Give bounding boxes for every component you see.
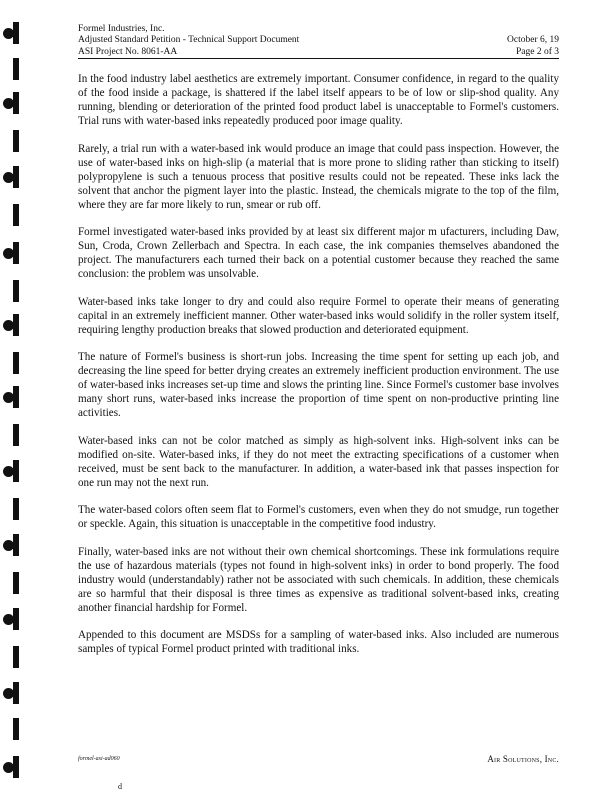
paragraph: The nature of Formel's business is short-run jobs. Increasing the time spent for setting up each job, and decreasing the line speed for better drying creates an extremely inefficient production environment. The use of water-based inks increases set-up time and slows the printing line. Since Formel's customer base involves many short runs, water-based inks increase the proportion of time spent on non-productive printing line activities.	[78, 351, 559, 419]
paragraph: Finally, water-based inks are not without their own chemical shortcomings. These ink formulations require the use of hazardous materials (types not found in high-solvent inks) in order to bond properly. The food industry would (understandably) rather not be associated with such chemicals. In addition, these chemicals are so harmful that their disposal is three times as expensive as traditional solvent-based inks, creating another financial hardship for Formel.	[78, 545, 559, 614]
stray-mark: d	[118, 782, 122, 791]
binder-bar	[13, 280, 19, 302]
binder-bar	[13, 242, 19, 264]
paragraph: Rarely, a trial run with a water-based ink would produce an image that could pass inspection. However, the use of water-based inks on high-slip (a material that is more prone to sliding rather than sticking to itself) polypropylene is such a tenuous process that positive results could not be repeated. These inks lack the solvent that anchor the pigment layer into the plastic. Instead, the chemicals migrate to the top of the film, where they are far more likely to run, smear or rub off.	[78, 142, 559, 211]
footer-file-code: formel-asi-ad060	[78, 756, 120, 762]
binder-holes-strip	[0, 0, 26, 800]
document-header	[78, 24, 559, 59]
binder-bar	[13, 352, 19, 374]
binder-bar	[13, 130, 19, 152]
binder-bar	[13, 22, 19, 44]
binder-bar	[13, 646, 19, 668]
header-project-number: ASI Project No. 8061-AA	[78, 47, 178, 57]
binder-bar	[13, 682, 19, 704]
paragraph: In the food industry label aesthetics are extremely important. Consumer confidence, in regard to the quality of the food inside a package, is shattered if the label itself appears to be of low or slip-shod quality. Any running, blending or deterioration of the printed food product label is unacceptable to Formel's customers. Trial runs with water-based inks repeatedly produced poor image quality.	[78, 73, 559, 127]
document-body	[78, 72, 559, 670]
header-company: Formel Industries, Inc.	[78, 24, 165, 34]
binder-bar	[13, 58, 19, 80]
binder-bar	[13, 460, 19, 482]
paragraph: Appended to this document are MSDSs for a sampling of water-based inks. Also included are numerous samples of typical Formel product printed with traditional inks.	[78, 629, 559, 655]
binder-bar	[13, 386, 19, 408]
binder-bar	[13, 756, 19, 778]
binder-bar	[13, 534, 19, 556]
paragraph: Water-based inks take longer to dry and could also require Formel to operate their means of generating capital in an extremely inefficient manner. Other water-based inks would solidify in the roller system itself, requiring lengthy production breaks that slowed production and deteriorated equipment.	[78, 295, 559, 336]
binder-bar	[13, 498, 19, 520]
binder-bar	[13, 166, 19, 188]
paragraph: Formel investigated water-based inks provided by at least six different major m ufacturers, including Daw, Sun, Croda, Crown Zellerbach and Spectra. In each case, the ink companies themselves abandoned the project. The manufacturers each turned their back on a potential customer because they reached the same conclusion: the problem was unsolvable.	[78, 226, 559, 280]
binder-bar	[13, 424, 19, 446]
footer-firm-name: Air Solutions, Inc.	[487, 754, 559, 764]
binder-bar	[13, 204, 19, 226]
header-page-number: Page 2 of 3	[515, 47, 559, 57]
paragraph: Water-based inks can not be color matched as simply as high-solvent inks. High-solvent inks can be modified on-site. Water-based inks, if they do not meet the extracting specifications of a customer when received, must be sent back to the manufacturer. In addition, a water-based ink that passes inspection for one run may not the next run.	[78, 434, 559, 489]
paragraph: The water-based colors often seem flat to Formel's customers, even when they do not smudge, run together or speckle. Again, this situation is unacceptable in the competitive food industry.	[78, 504, 559, 530]
header-document-title: Adjusted Standard Petition - Technical Support Document	[78, 35, 300, 45]
header-date: October 6, 19	[507, 35, 559, 45]
binder-bar	[13, 92, 19, 114]
binder-bar	[13, 572, 19, 594]
binder-bar	[13, 608, 19, 630]
binder-bar	[13, 314, 19, 336]
binder-bar	[13, 718, 19, 740]
